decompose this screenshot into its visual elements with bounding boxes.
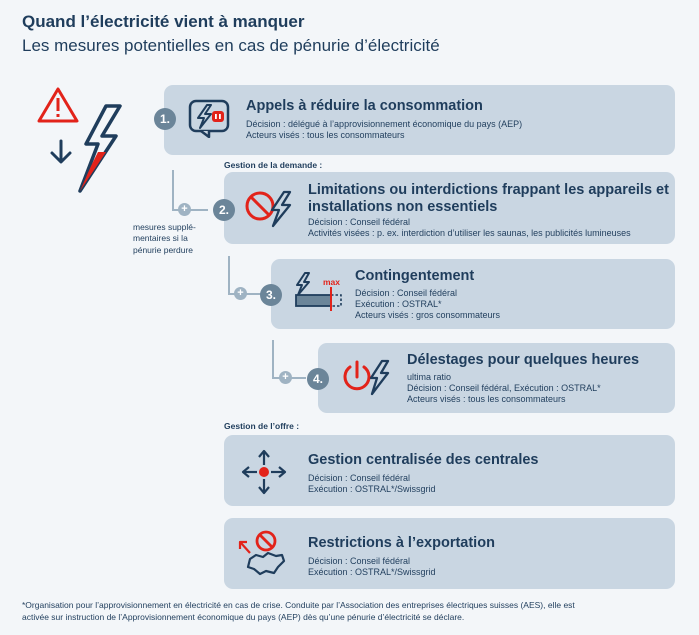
measure-line: ultima ratio [407, 372, 452, 382]
measure-box-2 [224, 172, 675, 244]
footnote [22, 600, 682, 624]
step-number-2: 2. [213, 199, 235, 221]
max-label: max [323, 277, 341, 287]
prohibited-lightning-icon [244, 188, 294, 230]
step-number-3: 3. [260, 284, 282, 306]
supply-box-1 [224, 435, 675, 506]
footnote-line: *Organisation pour l’approvisionnement en électricité en cas de crise. Conduite par l’Association des entreprises électriques suisses (AES), elle est [22, 600, 575, 610]
page-subtitle: Les mesures potentielles en cas de pénurie d’électricité [22, 36, 440, 55]
connector-line [272, 340, 274, 378]
measure-line: Acteurs visés : tous les consommateurs [246, 130, 405, 140]
side-note-line: mesures supplé- [133, 222, 196, 232]
connector-line [172, 170, 174, 210]
power-off-lightning-icon [340, 358, 390, 398]
step-number-4: 4. [307, 368, 329, 390]
measure-line: Exécution : OSTRAL*/Swissgrid [308, 567, 436, 577]
supply-title-2: Restrictions à l’exportation [308, 535, 495, 551]
side-note-line: pénurie perdure [133, 244, 194, 255]
step-number-1: 1. [154, 108, 176, 130]
plus-icon: + [178, 203, 191, 216]
measure-line: Activités visées : p. ex. interdiction d’utiliser les saunas, les publicités lumineuses [308, 228, 631, 238]
warning-lightning-icon [36, 86, 126, 196]
side-note-line: mentaires si la [133, 233, 188, 244]
measure-title-line: Limitations ou interdictions frappant les appareils et [308, 182, 669, 198]
side-note [133, 222, 196, 256]
measure-title-3: Contingentement [355, 268, 475, 284]
quota-bar-icon [293, 271, 355, 313]
measure-line: Décision : Conseil fédéral [308, 556, 411, 566]
measure-title-1: Appels à réduire la consommation [246, 98, 483, 114]
section-label-supply: Gestion de l’offre : [224, 421, 300, 431]
export-prohibited-icon [236, 529, 292, 579]
measure-line: Décision : Conseil fédéral [308, 473, 411, 483]
footnote-line: activée sur instruction de l’Approvisionnement économique du pays (AEP) dès qu’une pénurie d’électricité se déclare. [22, 611, 465, 622]
measure-line: Décision : Conseil fédéral [355, 288, 458, 298]
supply-box-2 [224, 518, 675, 589]
measure-line: Décision : Conseil fédéral, Exécution : OSTRAL* [407, 383, 601, 393]
measure-line: Exécution : OSTRAL* [355, 299, 442, 309]
arrow-down-icon [52, 141, 70, 162]
measure-title-line: installations non essentiels [308, 198, 498, 215]
page-title: Quand l’électricité vient à manquer [22, 12, 305, 31]
measure-line: Exécution : OSTRAL*/Swissgrid [308, 484, 436, 494]
connector-line [228, 256, 230, 294]
measure-box-3 [271, 259, 675, 329]
measure-line: Décision : Conseil fédéral [308, 217, 411, 227]
measure-line: Acteurs visés : tous les consommateurs [407, 394, 566, 404]
measure-line: Acteurs visés : gros consommateurs [355, 310, 501, 320]
section-label-demand: Gestion de la demande : [224, 160, 323, 170]
measure-box-1 [164, 85, 675, 155]
four-arrows-icon [240, 448, 288, 496]
lightning-socket-icon [187, 98, 231, 138]
supply-title-1: Gestion centralisée des centrales [308, 452, 539, 468]
measure-title-2 [308, 182, 669, 215]
plus-icon: + [279, 371, 292, 384]
plus-icon: + [234, 287, 247, 300]
measure-title-4: Délestages pour quelques heures [407, 352, 640, 368]
measure-line: Décision : délégué à l’approvisionnement économique du pays (AEP) [246, 119, 523, 129]
measure-box-4 [318, 343, 675, 413]
